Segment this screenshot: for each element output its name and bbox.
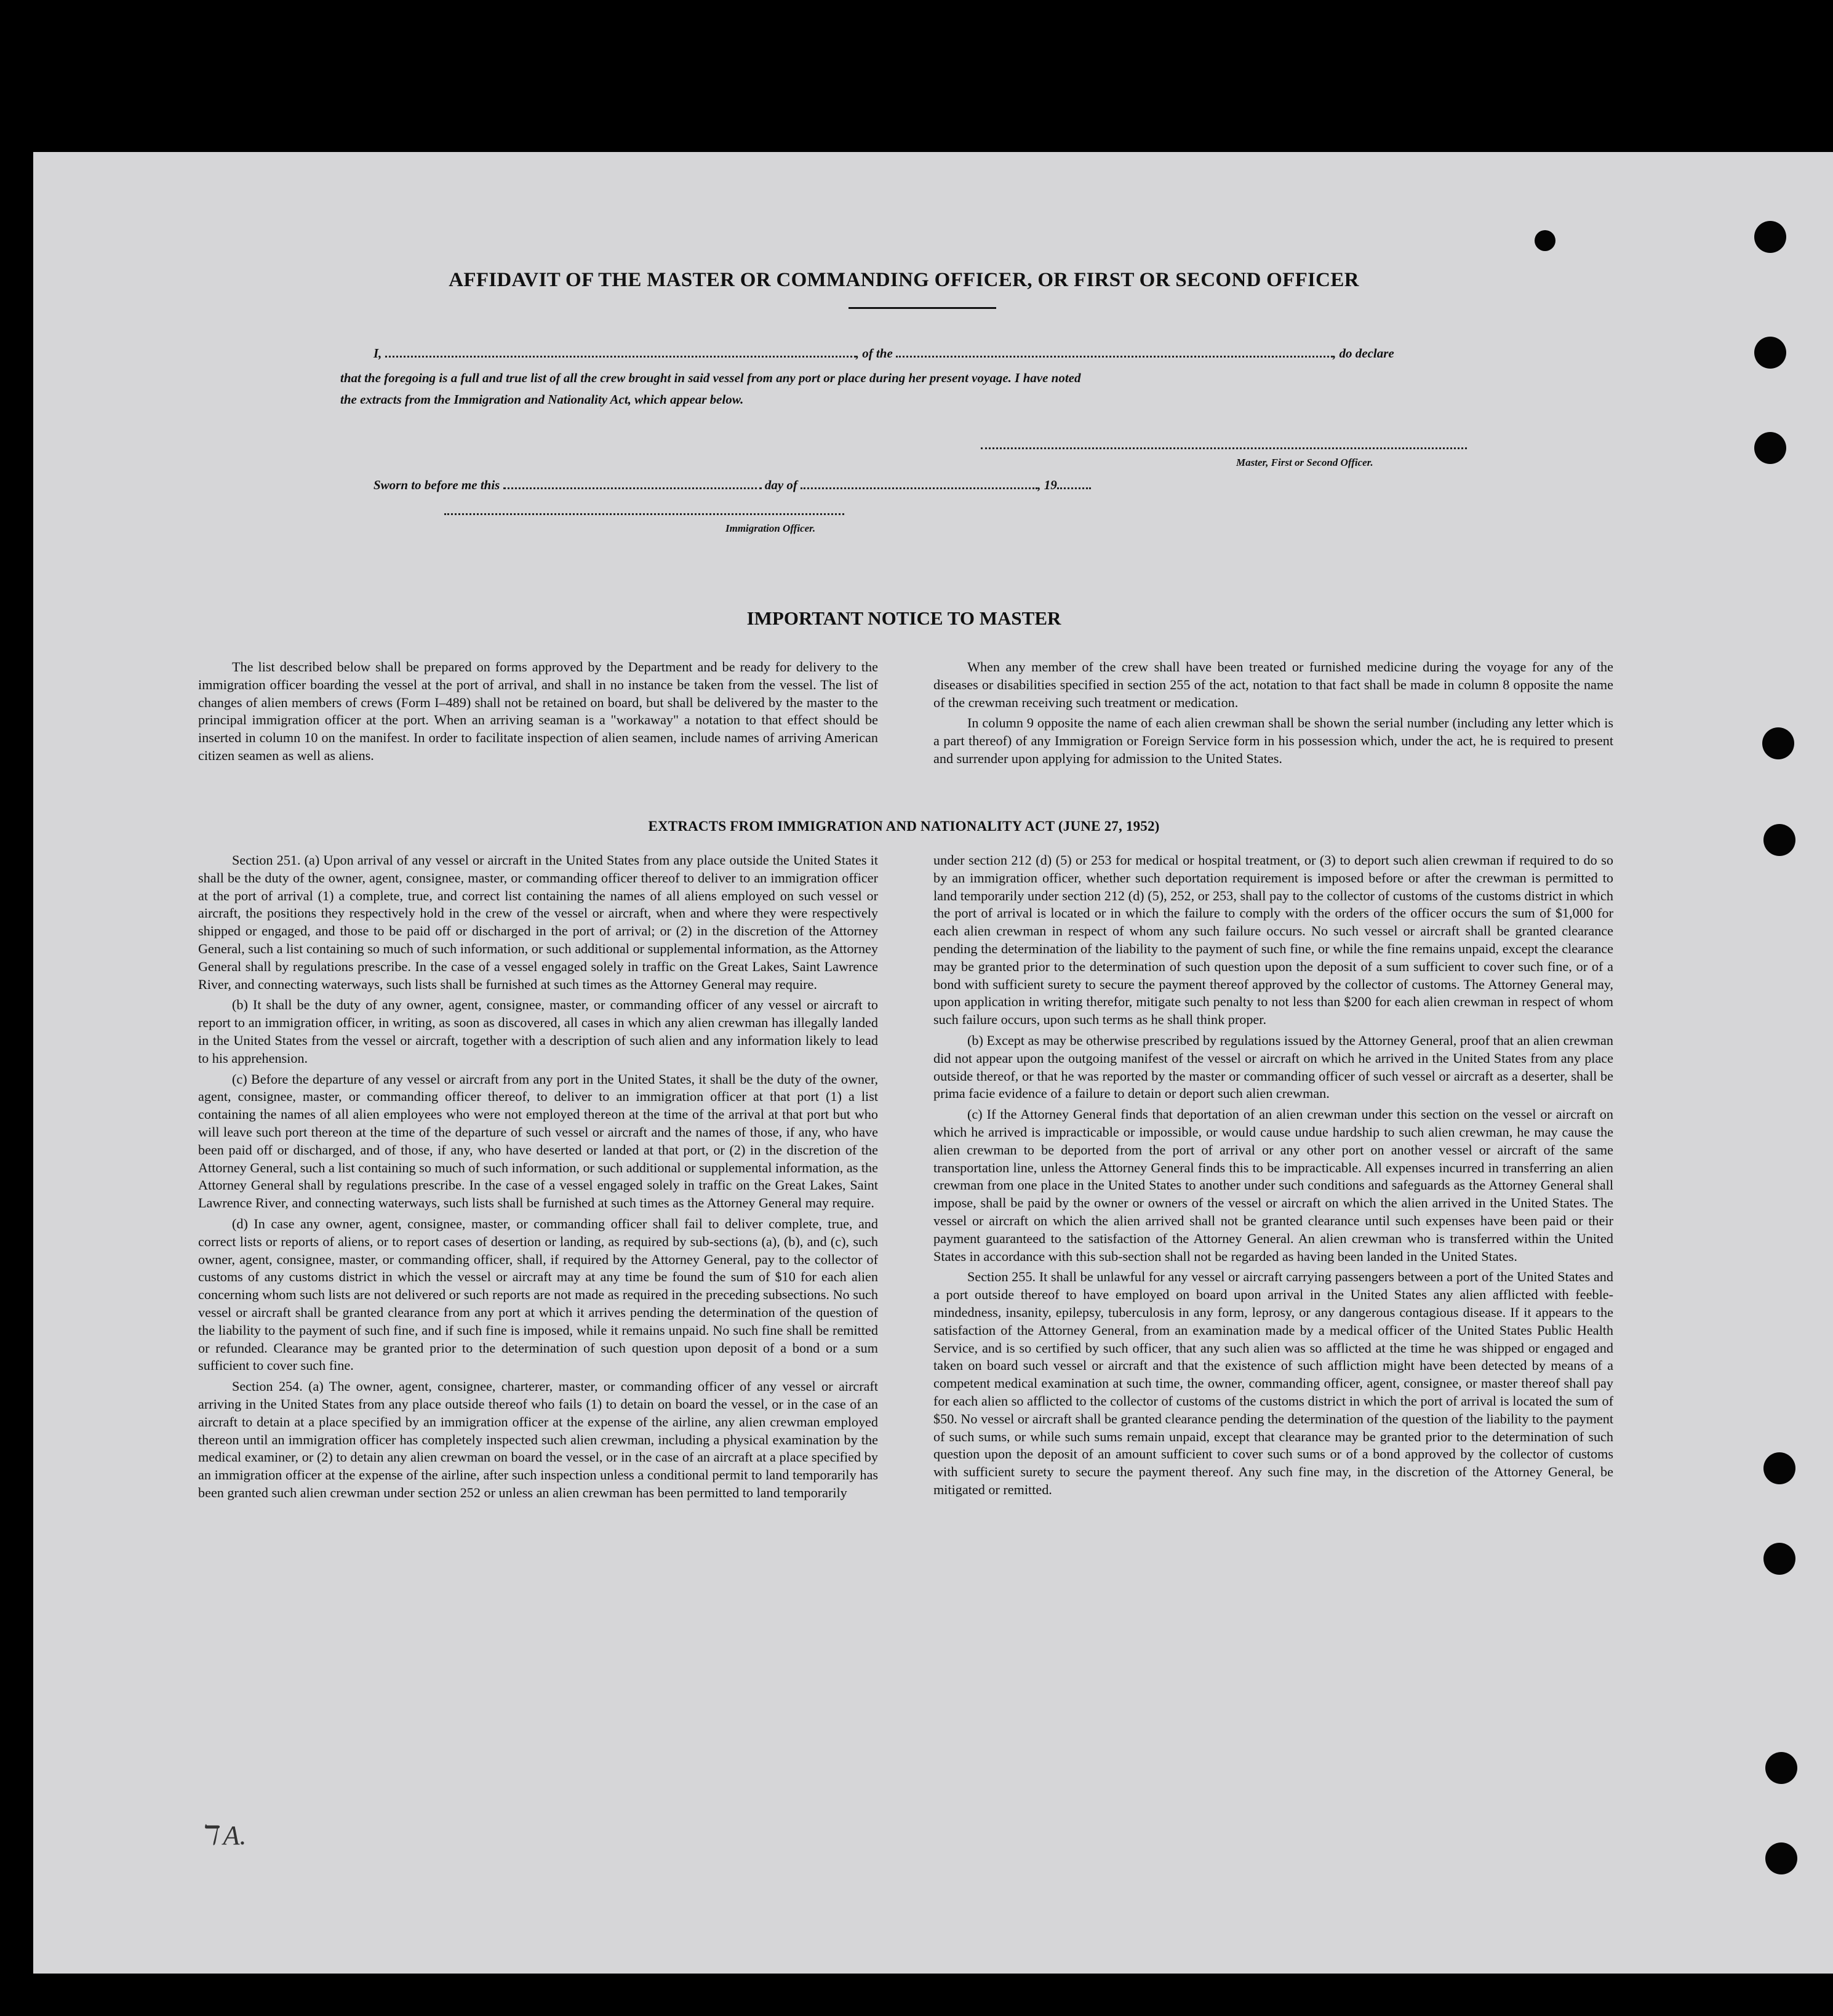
section-paragraph: under section 212 (d) (5) or 253 for medical or hospital treatment, or (3) to deport such alien crewman if required to do so by an immigration officer, whether such deportation requirement is imposed before or after the crewman is permitted to land temporarily under section 212 (d) (5), 252, or 253, shall pay to the collector of customs of the customs district in which the port of arrival is located or in which the failure to comply with the orders of the officer occurs the sum of $1,000 for each alien crewman in respect of whom any such failure occurs. No such vessel or aircraft shall be granted clearance pending the determination of the liability to the payment of such fine, or while the fine remains unpaid, except the clearance may be granted prior to the determination of such question upon the deposit of a sum sufficient to cover such fine, or of a bond with sufficient surety to secure the payment thereof approved by the collector of customs. The Attorney General may, upon application in writing therefor, mitigate such penalty to not less than $200 for each alien crewman in respect of whom such failure occurs, upon such terms as he shall think proper. xyxy=(933,852,1613,1028)
sworn-label: Sworn to before me this xyxy=(373,478,500,492)
extracts-right-column xyxy=(933,852,1613,1502)
vessel-blank[interactable] xyxy=(896,345,1333,358)
notice-right-column xyxy=(933,658,1613,771)
title-underline xyxy=(849,307,996,309)
section-paragraph: (c) If the Attorney General finds that deportation of an alien crewman under this section on the vessel or aircraft on which he arrived is impracticable or impossible, or would cause undue hardship to such alien crewman, he may cause the alien crewman to be deported from the port of arrival or any other port on another vessel or aircraft of the same transportation line, unless the Attorney General finds this to be impracticable. All expenses incurred in transferring an alien crewman from one place in the United States to another under such conditions and safeguards as the Attorney General shall impose, shall be paid by the owner or owners of the vessel or aircraft on which the alien arrived in the United States. The vessel or aircraft on which the alien arrived shall not be granted clearance until such expenses have been paid or their payment guaranteed to the satisfaction of the Attorney General. An alien crewman who is transferred within the United States in accordance with this sub-section shall not be regarded as having been landed in the United States. xyxy=(933,1106,1613,1264)
declaration-line xyxy=(373,345,1512,361)
section-paragraph: Section 254. (a) The owner, agent, consignee, charterer, master, or commanding officer of any vessel or aircraft arriving in the United States from any place outside thereof who fails (1) to detain on board the vessel, or in the case of an aircraft to detain at a place specified by an immigration officer at the expense of the airline, any alien crewman employed thereon until an immigration officer has completely inspected such alien crewman, including a physical examination by the medical examiner, or (2) to detain any alien crewman on board the vessel, or in the case of an aircraft at a place specified by an immigration officer at the expense of the airline, after such inspection unless a conditional permit to land temporarily has been granted such alien crewman under section 252 or unless an alien crewman has been permitted to land temporarily xyxy=(198,1378,878,1500)
section-paragraph: Section 251. (a) Upon arrival of any vessel or aircraft in the United States from any place outside the United States it shall be the duty of the owner, agent, consignee, master, or commanding officer thereof to deliver to an immigration officer at the port of arrival (1) a complete, true, and correct list containing the names of all aliens employed on such vessel or aircraft, the positions they respectively hold in the crew of the vessel or aircraft, when and where they were respectively shipped or engaged, and those to be paid off or discharged in the port of arrival; or (2) in the discretion of the Attorney General, such a list containing so much of such information, or such additional or supplemental information, as the Attorney General shall by regulations prescribe. In the case of a vessel engaged solely in traffic on the Great Lakes, Saint Lawrence River, and connecting waterways, such lists shall be furnished at such times as the Attorney General may require. xyxy=(198,852,878,992)
sworn-day-blank[interactable] xyxy=(503,476,762,489)
day-of-label: day of xyxy=(764,478,797,492)
section-paragraph: (c) Before the departure of any vessel or aircraft from any port in the United States, it shall be the duty of the owner, agent, consignee, master, or commanding officer thereof, to deliver to an immigration officer at that port (1) a list containing the names of all alien employees who were not employed thereon at the time of the arrival at that port but who will leave such port thereon at the time of the departure of such vessel or aircraft and the names of those, if any, who have been paid off or discharged, and of those, if any, who have deserted or landed at that port, or (2) in the discretion of the Attorney General, such a list containing so much of such information, or such additional or supplemental information, as the Attorney General shall by regulations prescribe. In the case of a vessel engaged solely in traffic on the Great Lakes, Saint Lawrence River, and connecting waterways, such lists shall be furnished at such times as the Attorney General may require. xyxy=(198,1071,878,1211)
punch-hole xyxy=(1754,337,1786,369)
punch-hole xyxy=(1765,1842,1797,1874)
extracts-left-column xyxy=(198,852,878,1505)
declaration-text-line3: the extracts from the Immigration and Nationality Act, which appear below. xyxy=(340,392,744,407)
punch-hole xyxy=(1762,727,1794,759)
punch-hole xyxy=(1765,1752,1797,1784)
notice-paragraph: When any member of the crew shall have been treated or furnished medicine during the voyage for any of the diseases or disabilities specified in section 255 of the act, notation to that fact shall be made in column 8 opposite the name of the crewman receiving such treatment or medication. xyxy=(933,659,1613,710)
master-signature-line[interactable] xyxy=(981,447,1467,449)
immigration-officer-caption: Immigration Officer. xyxy=(725,522,816,534)
sworn-month-blank[interactable] xyxy=(801,476,1037,489)
name-blank[interactable] xyxy=(385,345,856,358)
punch-hole xyxy=(1763,1543,1795,1575)
section-paragraph: (d) In case any owner, agent, consignee, master, or commanding officer shall fail to deliver complete, true, and correct lists or reports of aliens, or to report cases of desertion or landing, as required by sub-sections (a), (b), and (c), such owner, agent, consignee, master, or commanding officer, shall, if required by the Attorney General, pay to the collector of customs of any customs district in which the vessel or aircraft may at any time be found the sum of $10 for each alien concerning whom such lists are not delivered or such reports are not made as required in the preceding subsections. No such vessel or aircraft shall be granted clearance from any port at which it arrives pending the determination of the question of the liability to the payment of such fine, and if such fine is imposed, while it remains unpaid. No such fine shall be remitted or refunded. Clearance may be granted prior to the determination of such question upon deposit of a bond or a sum sufficient to cover such fine. xyxy=(198,1215,878,1374)
section-paragraph: (b) Except as may be otherwise prescribed by regulations issued by the Attorney General, proof that an alien crewman did not appear upon the outgoing manifest of the vessel or aircraft on which he arrived in the United States from any place outside thereof, or that he was reported by the master or commanding officer of such vessel or aircraft as a deserter, shall be prima facie evidence of a failure to detain or deport such alien crewman. xyxy=(933,1032,1613,1102)
notice-paragraph: In column 9 opposite the name of each alien crewman shall be shown the serial number (including any letter which is a part thereof) of any Immigration or Foreign Service form in his possession which, under the act, he is required to present and surrender upon applying for admission to the United States. xyxy=(933,715,1613,766)
declaration-text-line2: that the foregoing is a full and true list of all the crew brought in said vessel from any port or place during her present voyage. I have noted xyxy=(340,370,1081,385)
punch-hole xyxy=(1754,432,1786,464)
handwritten-mark: ℸ A. xyxy=(199,1820,247,1850)
sworn-year-blank[interactable] xyxy=(1057,476,1091,489)
declaration-of-the: , of the xyxy=(855,346,893,361)
notice-left-column xyxy=(198,658,878,768)
year-label: , 19 xyxy=(1037,478,1057,492)
notice-title: IMPORTANT NOTICE TO MASTER xyxy=(746,607,1061,629)
declaration-declare: , do declare xyxy=(1333,346,1394,361)
punch-hole xyxy=(1763,1452,1795,1484)
extracts-title: EXTRACTS FROM IMMIGRATION AND NATIONALITY ACT (JUNE 27, 1952) xyxy=(648,818,1160,834)
declaration-i: I, xyxy=(373,346,382,361)
document-page xyxy=(33,152,1833,1974)
master-caption: Master, First or Second Officer. xyxy=(1236,457,1373,468)
section-paragraph: Section 255. It shall be unlawful for any vessel or aircraft carrying passengers between a port of the United States and a port outside thereof to have employed on board upon arrival in the United States any alien afflicted with feeble-mindedness, insanity, epilepsy, tuberculosis in any form, leprosy, or any dangerous contagious disease. If it appears to the satisfaction of the Attorney General, from an examination made by a medical officer of the United States Public Health Service, and is so certified by such officer, that any such alien was so afflicted at the time he was shipped or engaged and taken on board such vessel or aircraft and that the existence of such affliction might have been detected by means of a competent medical examination at such time, the owner, commanding officer, agent, consignee, or master thereof shall pay for each alien so afflicted to the collector of customs of the customs district in which the port of arrival is located the sum of $50. No vessel or aircraft shall be granted clearance pending the determination of the question of the liability to the payment of such sums, or while such sums remain unpaid, except that clearance may be granted prior to the determination of such question upon the deposit of an amount sufficient to cover such sums or of a bond approved by the collector of customs with sufficient surety to secure the payment thereof. Any such fine may, in the discretion of the Attorney General, be mitigated or remitted. xyxy=(933,1269,1613,1497)
notice-paragraph: The list described below shall be prepared on forms approved by the Department and be ready for delivery to the immigration officer boarding the vessel at the port of arrival, and shall in no instance be taken from the vessel. The list of changes of alien members of crews (Form I–489) shall not be retained on board, but shall be delivered by the master to the principal immigration officer at the port. When an arriving seaman is a "workaway" a notation to that effect should be inserted in column 10 on the manifest. In order to facilitate inspection of alien seamen, include names of arriving American citizen seamen as well as aliens. xyxy=(198,659,878,763)
sworn-line xyxy=(373,476,1235,493)
section-paragraph: (b) It shall be the duty of any owner, agent, consignee, master, or commanding officer of any vessel or aircraft to report to an immigration officer, in writing, as soon as discovered, all cases in which any alien crewman has illegally landed in the United States from the vessel or aircraft, together with a description of such alien and any information likely to lead to his apprehension. xyxy=(198,997,878,1066)
affidavit-title: AFFIDAVIT OF THE MASTER OR COMMANDING OFFICER, OR FIRST OR SECOND OFFICER xyxy=(449,269,1359,291)
immigration-officer-signature-line[interactable] xyxy=(444,513,844,515)
punch-hole xyxy=(1754,221,1786,253)
punch-hole xyxy=(1535,230,1555,251)
